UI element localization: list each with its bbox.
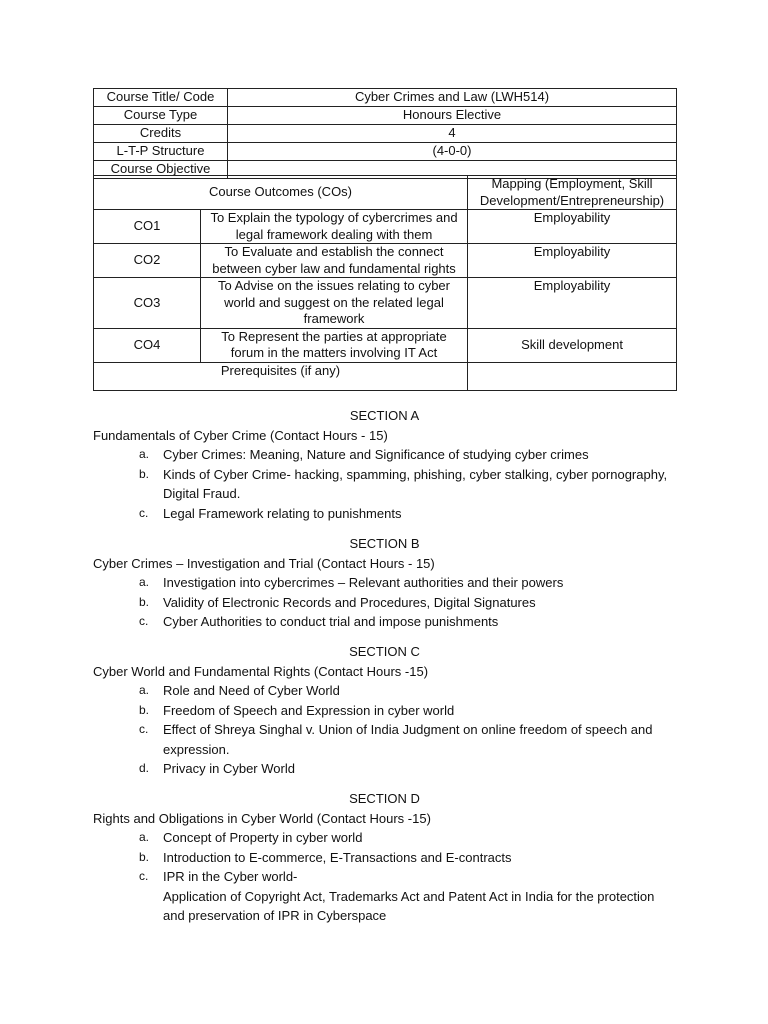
- list-marker: a.: [139, 447, 150, 461]
- co-mapping: Skill development: [468, 328, 677, 362]
- course-info-table: [93, 88, 677, 179]
- co-mapping: Employability: [468, 210, 677, 244]
- list-marker: a.: [139, 575, 150, 589]
- prerequisites-label: Prerequisites (if any): [94, 362, 468, 390]
- list-item-note: Application of Copyright Act, Trademarks Act and Patent Act in India for the protection and preservation of IPR in Cyberspace: [163, 888, 655, 923]
- list-item-text: Legal Framework relating to punishments: [163, 505, 402, 521]
- list-item-text: Cyber Crimes: Meaning, Nature and Significance of studying cyber crimes: [163, 447, 589, 462]
- prerequisites-value: [468, 362, 677, 390]
- outcomes-header: Course Outcomes (COs): [94, 176, 468, 210]
- table-row: [94, 328, 677, 362]
- list-item: [93, 573, 676, 593]
- table-row: [94, 143, 677, 161]
- list-item: [93, 759, 676, 779]
- list-item: [93, 612, 676, 632]
- section-title: SECTION C: [349, 644, 420, 659]
- list-item: [93, 867, 676, 926]
- co-code: CO4: [94, 328, 201, 362]
- section-items: [93, 681, 676, 779]
- list-item: [93, 828, 676, 848]
- table-header-row: [94, 176, 677, 210]
- list-marker: c.: [139, 614, 149, 628]
- section-items: [93, 573, 676, 632]
- ltp-value: (4-0-0): [228, 143, 677, 161]
- list-item: [93, 681, 676, 701]
- table-row: [94, 278, 677, 329]
- section-title: SECTION B: [349, 536, 420, 551]
- table-row: [94, 107, 677, 125]
- section-subtitle: Rights and Obligations in Cyber World (Contact Hours -15): [93, 810, 431, 826]
- list-item: [93, 701, 676, 721]
- table-row: [94, 125, 677, 143]
- section-title: SECTION D: [349, 791, 420, 806]
- list-marker: a.: [139, 683, 150, 697]
- list-marker: c.: [139, 722, 149, 736]
- list-marker: a.: [139, 830, 150, 844]
- list-item-text: Privacy in Cyber World: [163, 761, 295, 776]
- section-subtitle: Fundamentals of Cyber Crime (Contact Hours - 15): [93, 427, 388, 443]
- list-item-text: IPR in the Cyber world-: [163, 869, 298, 884]
- list-item-text: Cyber Authorities to conduct trial and impose punishments: [163, 614, 499, 629]
- list-item: [93, 720, 676, 759]
- table-row: [94, 244, 677, 278]
- credits-value: 4: [228, 125, 677, 143]
- co-code: CO1: [94, 210, 201, 244]
- table-row: [94, 210, 677, 244]
- section-a: [93, 406, 676, 523]
- list-item-text: Role and Need of Cyber World: [163, 683, 340, 698]
- co-text: To Evaluate and establish the connect between cyber law and fundamental rights: [201, 244, 468, 278]
- list-item-text: Validity of Electronic Records and Procedures, Digital Signatures: [163, 594, 536, 610]
- list-item-text: Investigation into cybercrimes – Relevant authorities and their powers: [163, 575, 564, 590]
- list-marker: b.: [139, 849, 150, 864]
- course-title-label: Course Title/ Code: [94, 89, 228, 107]
- section-subtitle: Cyber World and Fundamental Rights (Contact Hours -15): [93, 663, 429, 679]
- section-d: [93, 789, 676, 926]
- co-mapping: Employability: [468, 244, 677, 278]
- section-title: SECTION A: [349, 408, 420, 423]
- co-code: CO3: [94, 278, 201, 329]
- list-item: [93, 465, 676, 504]
- course-outcomes-table: [93, 175, 677, 391]
- list-item: [93, 445, 676, 465]
- course-title-value: Cyber Crimes and Law (LWH514): [228, 89, 677, 107]
- course-type-label: Course Type: [94, 107, 228, 125]
- mapping-header: Mapping (Employment, Skill Development/Entrepreneurship): [468, 176, 677, 210]
- co-code: CO2: [94, 244, 201, 278]
- table-row: [94, 362, 677, 390]
- co-text: To Explain the typology of cybercrimes and legal framework dealing with them: [201, 210, 468, 244]
- list-item-text: Freedom of Speech and Expression in cyber world: [163, 702, 455, 718]
- section-c: [93, 642, 676, 779]
- co-mapping: Employability: [468, 278, 677, 329]
- section-b: [93, 534, 676, 632]
- list-item-text: Introduction to E-commerce, E-Transactions and E-contracts: [163, 849, 512, 865]
- list-item-text: Kinds of Cyber Crime- hacking, spamming, phishing, cyber stalking, cyber pornography, Digital Fraud.: [163, 466, 668, 501]
- section-items: [93, 828, 676, 926]
- table-row: [94, 89, 677, 107]
- course-objective-label: Course Objective: [94, 161, 228, 179]
- co-text: To Represent the parties at appropriate forum in the matters involving IT Act: [201, 328, 468, 362]
- list-marker: b.: [139, 594, 150, 609]
- section-subtitle: Cyber Crimes – Investigation and Trial (Contact Hours - 15): [93, 555, 435, 571]
- list-marker: c.: [139, 869, 149, 883]
- list-item: [93, 848, 676, 868]
- list-marker: c.: [139, 505, 149, 520]
- list-item: [93, 504, 676, 524]
- list-marker: b.: [139, 702, 150, 717]
- list-item: [93, 593, 676, 613]
- list-marker: b.: [139, 466, 150, 481]
- co-text: To Advise on the issues relating to cyber world and suggest on the related legal framework: [201, 278, 468, 329]
- course-type-value: Honours Elective: [228, 107, 677, 125]
- credits-label: Credits: [94, 125, 228, 143]
- section-items: [93, 445, 676, 523]
- list-item-text: Effect of Shreya Singhal v. Union of India Judgment on online freedom of speech and expression.: [163, 722, 653, 757]
- list-item-text: Concept of Property in cyber world: [163, 830, 363, 845]
- ltp-label: L-T-P Structure: [94, 143, 228, 161]
- list-marker: d.: [139, 761, 150, 775]
